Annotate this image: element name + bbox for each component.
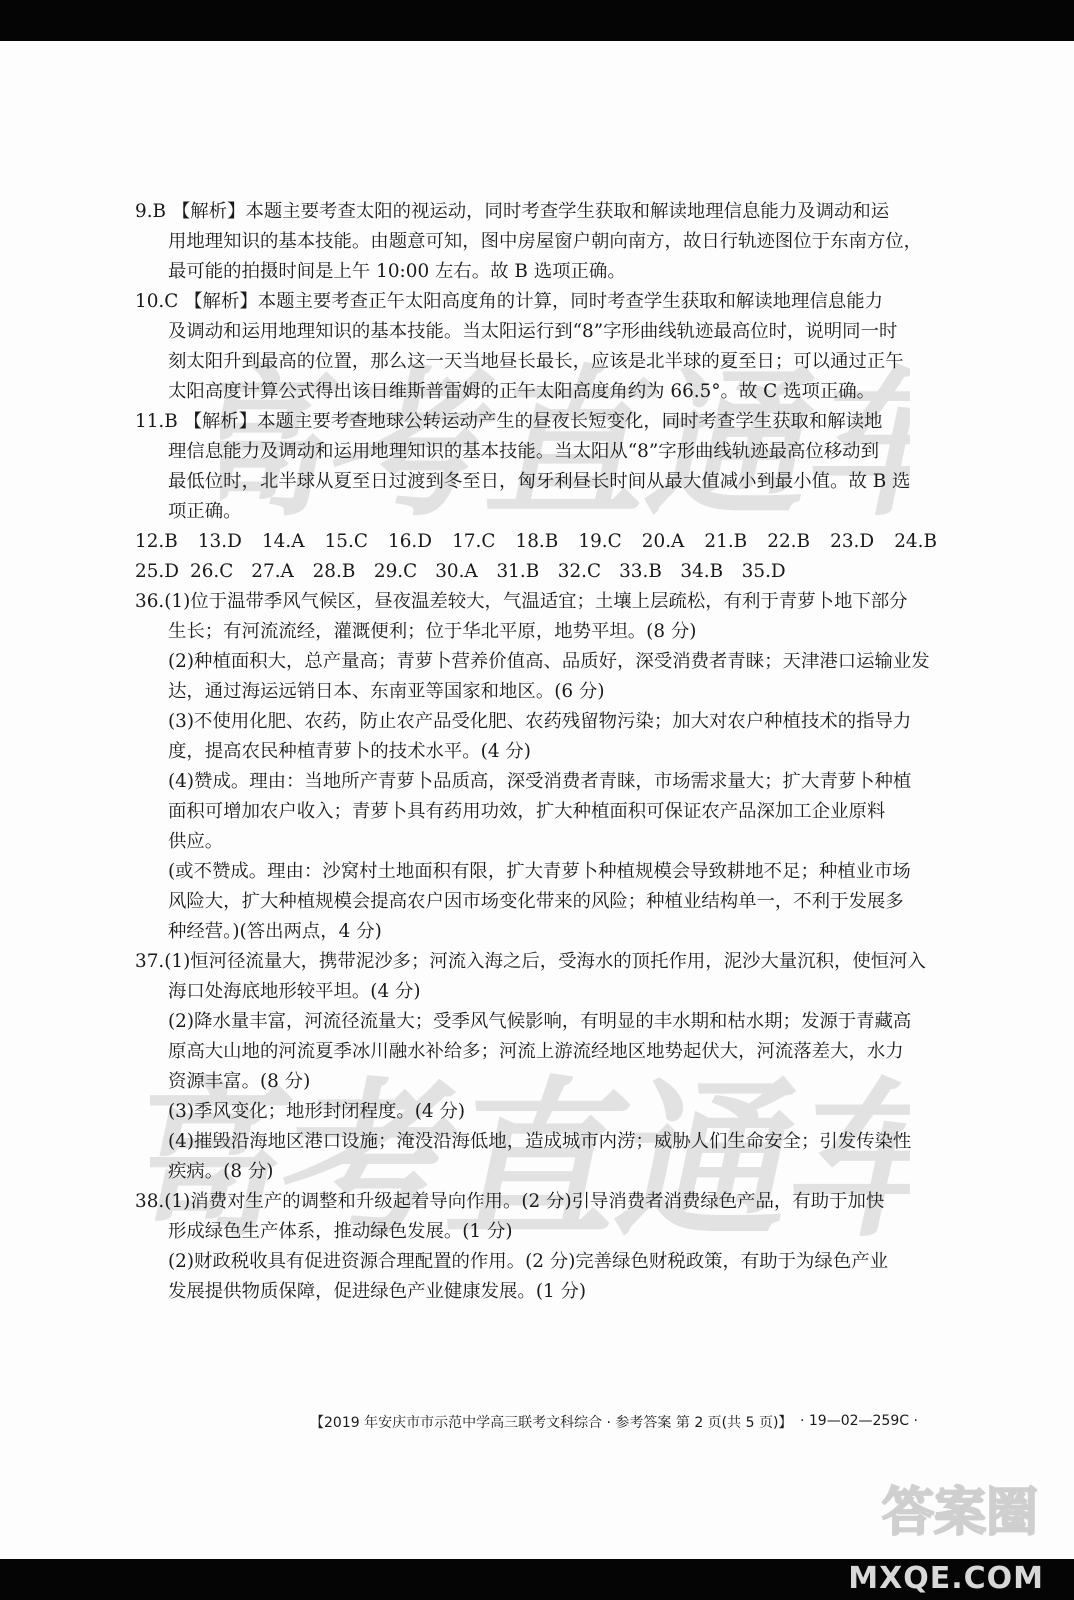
answer-item: 30.A [435, 561, 478, 582]
answer-item: 28.B [312, 561, 356, 582]
text-line: (3)不使用化肥、农药，防止农产品受化肥、农药残留物污染；加大对农户种植技术的指导力 [168, 711, 912, 732]
text-line: 用地理知识的基本技能。由题意可知，图中房屋窗户朝向南方，故日行轨迹图位于东南方位， [168, 231, 923, 252]
text-line: (4)赞成。理由：当地所产青萝卜品质高，深受消费者青睐，市场需求量大；扩大青萝卜种植 [168, 771, 912, 792]
text-line: 及调动和运用地理知识的基本技能。当太阳运行到“8”字形曲线轨迹最高位时，说明同一时 [168, 321, 898, 342]
answer-item: 26.C [190, 561, 234, 582]
answer-item: 23.D [830, 531, 875, 552]
corner-logo-text: 答案圈 [881, 1483, 1039, 1543]
text-line: (2)种植面积大，总产量高；青萝卜营养价值高、品质好，深受消费者青睐；天津港口运输业发 [168, 651, 930, 672]
answer-item: 34.B [680, 561, 724, 582]
text-line: 风险大，扩大种植规模会提高农户因市场变化带来的风险；种植业结构单一，不利于发展多 [168, 891, 904, 912]
corner-watermark-logo [860, 1472, 1060, 1552]
top-black-bar [0, 0, 1074, 41]
text-line: 海口处海底地形较平坦。(4 分) [168, 981, 421, 1002]
text-line: 生长；有河流流经，灌溉便利；位于华北平原，地势平坦。(8 分) [168, 621, 697, 642]
text-line: 达，通过海运远销日本、东南亚等国家和地区。(6 分) [168, 681, 605, 702]
text-line: 36.(1)位于温带季风气候区，昼夜温差较大，气温适宜；土壤上层疏松，有利于青萝卜地下部分 [135, 591, 908, 612]
text-line: 形成绿色生产体系，推动绿色发展。(1 分) [168, 1221, 513, 1242]
answer-item: 19.C [578, 531, 622, 552]
text-line: 最可能的拍摄时间是上午 10:00 左右。故 B 选项正确。 [168, 261, 626, 282]
text-line: (或不赞成。理由：沙窝村土地面积有限，扩大青萝卜种植规模会导致耕地不足；种植业市场 [168, 861, 911, 882]
answer-item: 31.B [496, 561, 540, 582]
text-line: 供应。 [168, 831, 224, 852]
text-line: 理信息能力及调动和运用地理知识的基本技能。当太阳从“8”字形曲线轨迹最高位移动到 [168, 441, 879, 462]
answer-item: 20.A [641, 531, 685, 552]
answer-row-1 [135, 527, 943, 557]
text-line: 37.(1)恒河径流量大，携带泥沙多；河流入海之后，受海水的顶托作用，泥沙大量沉积，使恒河入 [135, 951, 926, 972]
text-line: 面积可增加农户收入；青萝卜具有药用功效，扩大种植面积可保证农产品深加工企业原料 [168, 801, 886, 822]
text-line: 太阳高度计算公式得出该日维斯普雷姆的正午太阳高度角约为 66.5°。故 C 选项正确。 [168, 381, 876, 402]
text-line: 11.B 【解析】本题主要考查地球公转运动产生的昼夜长短变化，同时考查学生获取和解读地 [135, 411, 883, 432]
answer-item: 15.C [324, 531, 368, 552]
text-line: 10.C 【解析】本题主要考查正午太阳高度角的计算，同时考查学生获取和解读地理信息能力 [135, 291, 884, 312]
text-line: (2)降水量丰富，河流径流量大；受季风气候影响，有明显的丰水期和枯水期；发源于青藏高 [168, 1011, 912, 1032]
watermark-text-bottom: 高考直通车 [150, 1061, 910, 1261]
text-line: 项正确。 [168, 501, 242, 522]
answer-item: 18.B [515, 531, 559, 552]
page-code: · 19—02—259C · [800, 1413, 918, 1429]
corner-url-watermark: MXQE.COM [848, 1561, 1044, 1596]
answer-item: 29.C [373, 561, 418, 582]
answer-row-2 [135, 557, 943, 587]
text-line: (2)财政税收具有促进资源合理配置的作用。(2 分)完善绿色财税政策，有助于为绿色产业 [168, 1251, 889, 1272]
text-line: 种经营。)(答出两点，4 分) [168, 921, 382, 942]
text-line: 疾病。(8 分) [168, 1161, 274, 1182]
answer-item: 22.B [767, 531, 811, 552]
answer-item: 17.C [452, 531, 496, 552]
answer-item: 35.D [741, 561, 786, 582]
text-line: 38.(1)消费对生产的调整和升级起着导向作用。(2 分)引导消费者消费绿色产品，有助于加快 [135, 1191, 885, 1212]
answer-item: 12.B [135, 531, 178, 552]
text-line: 9.B 【解析】本题主要考查太阳的视运动，同时考查学生获取和解读地理信息能力及调动和运 [135, 201, 890, 222]
page-footer: 【2019 年安庆市市示范中学高三联考文科综合 · 参考答案 第 2 页(共 5 页)】 [310, 1415, 793, 1431]
answer-item: 16.D [388, 531, 432, 552]
answer-item: 24.B [894, 531, 937, 552]
answer-item: 32.C [557, 561, 602, 582]
answer-item: 33.B [619, 561, 662, 582]
answer-item: 25.D [135, 561, 179, 582]
text-line: 刻太阳升到最高的位置，那么这一天当地昼长最长，应该是北半球的夏至日；可以通过正午 [168, 351, 904, 372]
answer-item: 13.D [197, 531, 242, 552]
answer-item: 21.B [704, 531, 748, 552]
text-line: (3)季风变化；地形封闭程度。(4 分) [168, 1101, 466, 1122]
text-line: (4)摧毁沿海地区港口设施；淹没沿海低地，造成城市内涝；威胁人们生命安全；引发传染性 [168, 1131, 912, 1152]
answer-item: 14.A [261, 531, 305, 552]
text-line: 最低位时，北半球从夏至日过渡到冬至日，匈牙利昼长时间从最大值减小到最小值。故 B 选 [168, 471, 911, 492]
answer-content [135, 197, 943, 1307]
text-line: 度，提高农民种植青萝卜的技术水平。(4 分) [168, 741, 531, 762]
watermark-text-top: 高考直通车 [220, 352, 910, 539]
text-line: 资源丰富。(8 分) [168, 1071, 311, 1092]
text-line: 发展提供物质保障，促进绿色产业健康发展。(1 分) [168, 1281, 587, 1302]
answer-item: 27.A [251, 561, 294, 582]
text-line: 原高大山地的河流夏季冰川融水补给多；河流上游流经地区地势起伏大，河流落差大，水力 [168, 1041, 904, 1062]
